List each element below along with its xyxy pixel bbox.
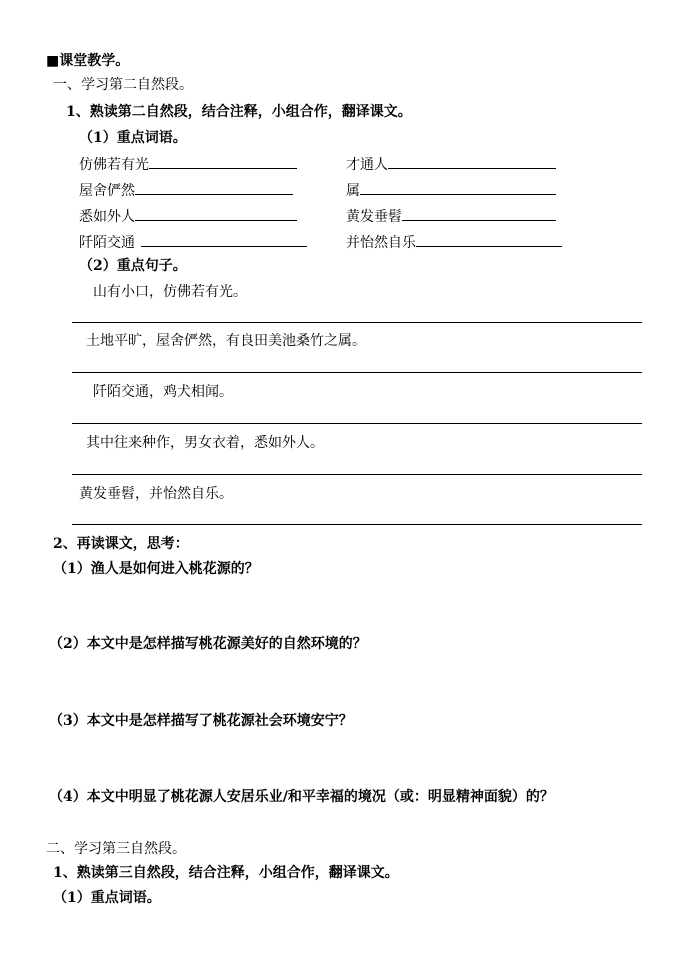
answer-line[interactable] xyxy=(72,474,642,475)
sentence-3: 阡陌交通，鸡犬相闻。 xyxy=(93,384,233,400)
vocab-item: 悉如外人 xyxy=(79,206,297,226)
answer-line[interactable] xyxy=(72,372,642,373)
answer-line[interactable] xyxy=(72,322,642,323)
vocab-item: 屋舍俨然 xyxy=(79,180,293,200)
question-1: （1）渔人是如何进入桃花源的？ xyxy=(53,561,259,577)
vocab-blank[interactable] xyxy=(141,232,307,247)
sentence-2: 土地平旷，屋舍俨然，有良田美池桑竹之属。 xyxy=(86,333,366,349)
vocab-item: 黄发垂髫 xyxy=(346,206,556,226)
answer-line[interactable] xyxy=(72,423,642,424)
section2-words-heading: （1）重点词语。 xyxy=(53,890,161,906)
vocab-blank[interactable] xyxy=(135,206,297,221)
section2-title: 二、学习第三自然段。 xyxy=(46,841,186,857)
sentence-4: 其中往来种作，男女衣着，悉如外人。 xyxy=(86,435,324,451)
question-4: （4）本文中明显了桃花源人安居乐业/和平幸福的境况（或：明显精神面貌）的？ xyxy=(49,789,554,805)
vocab-item: 属 xyxy=(346,180,556,200)
sentence-1: 山有小口，仿佛若有光。 xyxy=(93,284,247,300)
sentences-heading: （2）重点句子。 xyxy=(79,258,187,274)
question-2: （2）本文中是怎样描写桃花源美好的自然环境的？ xyxy=(49,636,367,652)
vocab-blank[interactable] xyxy=(416,232,562,247)
section1-task1: 1、熟读第二自然段，结合注释，小组合作，翻译课文。 xyxy=(66,104,412,120)
question-3: （3）本文中是怎样描写了桃花源社会环境安宁？ xyxy=(49,713,353,729)
sentence-5: 黄发垂髫，并怡然自乐。 xyxy=(79,486,233,502)
vocab-blank[interactable] xyxy=(149,154,297,169)
vocab-item: 并怡然自乐 xyxy=(346,232,562,252)
vocab-item: 仿佛若有光 xyxy=(79,154,297,174)
section2-task1: 1、熟读第三自然段，结合注释，小组合作，翻译课文。 xyxy=(53,865,399,881)
vocab-blank[interactable] xyxy=(402,206,556,221)
words-heading: （1）重点词语。 xyxy=(79,130,187,146)
section1-title: 一、学习第二自然段。 xyxy=(53,77,193,93)
vocab-blank[interactable] xyxy=(360,180,556,195)
vocab-item: 才通人 xyxy=(346,154,556,174)
section1-task2: 2、再读课文，思考： xyxy=(53,536,189,552)
header-label: ■课堂教学。 xyxy=(46,53,130,69)
answer-line[interactable] xyxy=(72,524,642,525)
vocab-item: 阡陌交通 xyxy=(79,232,307,252)
vocab-blank[interactable] xyxy=(388,154,556,169)
vocab-blank[interactable] xyxy=(135,180,293,195)
